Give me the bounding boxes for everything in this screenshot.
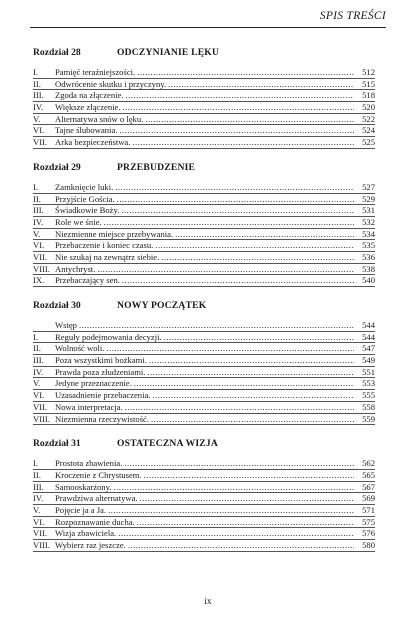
section-page-number: 559 bbox=[362, 413, 375, 424]
section-title: Wizja zbawiciela. bbox=[55, 528, 117, 539]
toc-entry[interactable] bbox=[33, 458, 375, 470]
toc-entry[interactable] bbox=[33, 332, 375, 344]
section-numeral: VIII. bbox=[33, 540, 50, 550]
section-numeral: VII. bbox=[33, 401, 48, 412]
chapter-section bbox=[33, 156, 375, 287]
section-page-number: 535 bbox=[362, 240, 375, 251]
table-of-contents bbox=[33, 41, 375, 559]
section-numeral: I. bbox=[33, 181, 39, 192]
section-numeral: IX. bbox=[33, 275, 45, 286]
section-page-number: 565 bbox=[362, 469, 375, 480]
section-page-number: 531 bbox=[362, 205, 375, 216]
section-page-number: 525 bbox=[362, 137, 375, 148]
section-numeral: II. bbox=[33, 78, 41, 89]
chapter-section bbox=[33, 41, 375, 149]
section-page-number: 571 bbox=[362, 504, 375, 515]
section-title: Zamknięcie luki. bbox=[55, 181, 114, 192]
entry-underline bbox=[33, 148, 375, 149]
section-numeral: V. bbox=[33, 228, 41, 239]
chapter-heading bbox=[33, 41, 375, 67]
section-page-number: 562 bbox=[362, 458, 375, 469]
toc-entry[interactable] bbox=[33, 182, 375, 194]
chapter-number: Rozdział 28 bbox=[33, 47, 81, 58]
section-numeral: IV. bbox=[33, 493, 44, 504]
section-numeral: VI. bbox=[33, 516, 45, 527]
header-title: SPIS TREŚCI bbox=[319, 10, 386, 22]
section-title: Rozpoznawanie ducha. bbox=[55, 516, 135, 527]
chapter-title: ODCZYNIANIE LĘKU bbox=[117, 47, 220, 58]
running-header bbox=[30, 0, 386, 36]
section-page-number: 534 bbox=[362, 228, 375, 239]
toc-entry[interactable] bbox=[33, 102, 375, 114]
section-title: Niezmienne miejsce przebywania. bbox=[55, 228, 174, 239]
section-page-number: 538 bbox=[362, 263, 375, 274]
toc-entry[interactable] bbox=[33, 378, 375, 390]
section-title: Świadkowie Boży. bbox=[55, 205, 120, 216]
section-title: Wolność woli. bbox=[55, 343, 105, 354]
section-numeral: III. bbox=[33, 205, 44, 216]
chapter-section bbox=[33, 432, 375, 552]
section-page-number: 529 bbox=[362, 193, 375, 204]
section-title: Przebaczenie i koniec czasu. bbox=[55, 240, 154, 251]
section-page-number: 569 bbox=[362, 493, 375, 504]
section-numeral: I. bbox=[33, 67, 39, 77]
section-numeral: III. bbox=[33, 90, 44, 101]
section-title: Poza wszystkimi bożkami. bbox=[55, 355, 147, 366]
entry-underline bbox=[33, 424, 375, 425]
section-title: Prawda poza złudzeniami. bbox=[55, 366, 146, 377]
toc-entry[interactable] bbox=[33, 528, 375, 540]
section-title: Nie szukaj na zewnątrz siebie. bbox=[55, 251, 160, 262]
toc-entry[interactable] bbox=[33, 137, 375, 149]
chapter-number: Rozdział 30 bbox=[33, 300, 81, 311]
section-numeral: V. bbox=[33, 113, 41, 124]
toc-entry[interactable] bbox=[33, 252, 375, 264]
toc-entry[interactable] bbox=[33, 240, 375, 252]
section-numeral: II. bbox=[33, 469, 41, 480]
section-page-number: 553 bbox=[362, 378, 375, 389]
section-numeral: IV. bbox=[33, 102, 44, 113]
section-numeral: VI. bbox=[33, 390, 45, 401]
section-numeral: II. bbox=[33, 193, 41, 204]
toc-entry[interactable] bbox=[33, 390, 375, 402]
section-page-number: 567 bbox=[362, 481, 375, 492]
section-numeral: IV. bbox=[33, 216, 44, 227]
section-page-number: 555 bbox=[362, 390, 375, 401]
section-title: Prawdziwa alternatywa. bbox=[55, 493, 138, 504]
section-page-number: 540 bbox=[362, 275, 375, 286]
toc-entry[interactable] bbox=[33, 275, 375, 287]
toc-entry[interactable] bbox=[33, 229, 375, 241]
toc-entry[interactable] bbox=[33, 355, 375, 367]
section-numeral: II. bbox=[33, 343, 41, 354]
section-title: Odwrócenie skutku i przyczyny. bbox=[55, 78, 167, 89]
section-title: Samooskarżony. bbox=[55, 481, 112, 492]
section-page-number: 515 bbox=[362, 78, 375, 89]
section-numeral: VIII. bbox=[33, 413, 50, 424]
toc-entry[interactable] bbox=[33, 414, 375, 426]
toc-entry[interactable] bbox=[33, 205, 375, 217]
section-numeral: VI. bbox=[33, 240, 45, 251]
toc-entry[interactable] bbox=[33, 402, 375, 414]
toc-entry[interactable] bbox=[33, 470, 375, 482]
section-numeral: III. bbox=[33, 481, 44, 492]
section-page-number: 576 bbox=[362, 528, 375, 539]
chapter-number: Rozdział 31 bbox=[33, 438, 81, 450]
toc-entry[interactable] bbox=[33, 217, 375, 229]
section-page-number: 518 bbox=[362, 90, 375, 101]
section-numeral: I. bbox=[33, 331, 39, 342]
section-title: Pamięć teraźniejszości. bbox=[55, 67, 136, 77]
toc-entry[interactable] bbox=[33, 320, 375, 332]
section-page-number: 520 bbox=[362, 102, 375, 113]
toc-entry[interactable] bbox=[33, 540, 375, 552]
section-title: Reguły podejmowania decyzji. bbox=[55, 331, 162, 342]
section-title: Role we śnie. bbox=[55, 216, 102, 227]
toc-entry[interactable] bbox=[33, 264, 375, 276]
page-number: ix bbox=[204, 597, 212, 607]
toc-entry[interactable] bbox=[33, 505, 375, 517]
section-title: Wybierz raz jeszcze. bbox=[55, 540, 126, 550]
section-page-number: 549 bbox=[362, 355, 375, 366]
section-numeral: VII. bbox=[33, 137, 48, 148]
section-title: Uzasadnienie przebaczenia. bbox=[55, 390, 151, 401]
section-page-number: 551 bbox=[362, 366, 375, 377]
section-numeral: VII. bbox=[33, 528, 48, 539]
section-page-number: 580 bbox=[362, 540, 375, 550]
toc-entry[interactable] bbox=[33, 79, 375, 91]
entry-underline bbox=[33, 286, 375, 287]
chapter-number: Rozdział 29 bbox=[33, 161, 81, 173]
section-numeral: I. bbox=[33, 458, 39, 469]
toc-entry[interactable] bbox=[33, 114, 375, 126]
section-title: Niezmienna rzeczywistość. bbox=[55, 413, 150, 424]
entry-underline bbox=[33, 551, 375, 552]
section-title: Alternatywa snów o lęku. bbox=[55, 113, 144, 124]
toc-entry[interactable] bbox=[33, 67, 375, 79]
toc-entry[interactable] bbox=[33, 367, 375, 379]
section-page-number: 558 bbox=[362, 401, 375, 412]
section-title: Antychryst. bbox=[55, 263, 96, 274]
chapter-heading bbox=[33, 432, 375, 458]
section-numeral: V. bbox=[33, 504, 41, 515]
section-title: Przyjście Gościa. bbox=[55, 193, 115, 204]
header-rule bbox=[30, 27, 386, 28]
section-title: Przebaczający sen. bbox=[55, 275, 120, 286]
chapter-title: OSTATECZNA WIZJA bbox=[117, 438, 219, 450]
section-title: Wstęp bbox=[55, 320, 77, 330]
toc-entry[interactable] bbox=[33, 517, 375, 529]
section-page-number: 512 bbox=[362, 67, 375, 77]
chapter-heading bbox=[33, 156, 375, 182]
section-page-number: 544 bbox=[362, 320, 375, 330]
toc-entry[interactable] bbox=[33, 90, 375, 102]
toc-entry[interactable] bbox=[33, 125, 375, 137]
section-page-number: 575 bbox=[362, 516, 375, 527]
chapter-title: PRZEBUDZENIE bbox=[117, 161, 196, 173]
toc-entry[interactable] bbox=[33, 493, 375, 505]
section-numeral: VIII. bbox=[33, 263, 50, 274]
chapter-heading bbox=[33, 294, 375, 320]
section-title: Większe złączenie. bbox=[55, 102, 121, 113]
toc-entry[interactable] bbox=[33, 482, 375, 494]
section-title: Prostota zbawienia. bbox=[55, 458, 123, 469]
section-page-number: 532 bbox=[362, 216, 375, 227]
toc-entry[interactable] bbox=[33, 194, 375, 206]
section-page-number: 544 bbox=[362, 331, 375, 342]
section-title: Kroczenie z Chrystusem. bbox=[55, 469, 142, 480]
section-page-number: 522 bbox=[362, 113, 375, 124]
section-title: Zgoda na złączenie. bbox=[55, 90, 124, 101]
toc-entry[interactable] bbox=[33, 343, 375, 355]
chapter-title: NOWY POCZĄTEK bbox=[117, 300, 207, 311]
section-page-number: 536 bbox=[362, 251, 375, 262]
section-title: Jedyne przeznaczenie. bbox=[55, 378, 132, 389]
section-numeral: IV. bbox=[33, 366, 44, 377]
section-title: Pojęcie ja a Ja. bbox=[55, 504, 107, 515]
section-title: Tajne ślubowania. bbox=[55, 125, 118, 136]
section-page-number: 524 bbox=[362, 125, 375, 136]
section-page-number: 547 bbox=[362, 343, 375, 354]
section-numeral: III. bbox=[33, 355, 44, 366]
section-page-number: 527 bbox=[362, 181, 375, 192]
section-title: Nowa interpretacja. bbox=[55, 401, 123, 412]
section-numeral: VII. bbox=[33, 251, 48, 262]
section-numeral: VI. bbox=[33, 125, 45, 136]
section-title: Arka bezpieczeństwa. bbox=[55, 137, 131, 148]
chapter-section bbox=[33, 294, 375, 425]
section-numeral: V. bbox=[33, 378, 41, 389]
